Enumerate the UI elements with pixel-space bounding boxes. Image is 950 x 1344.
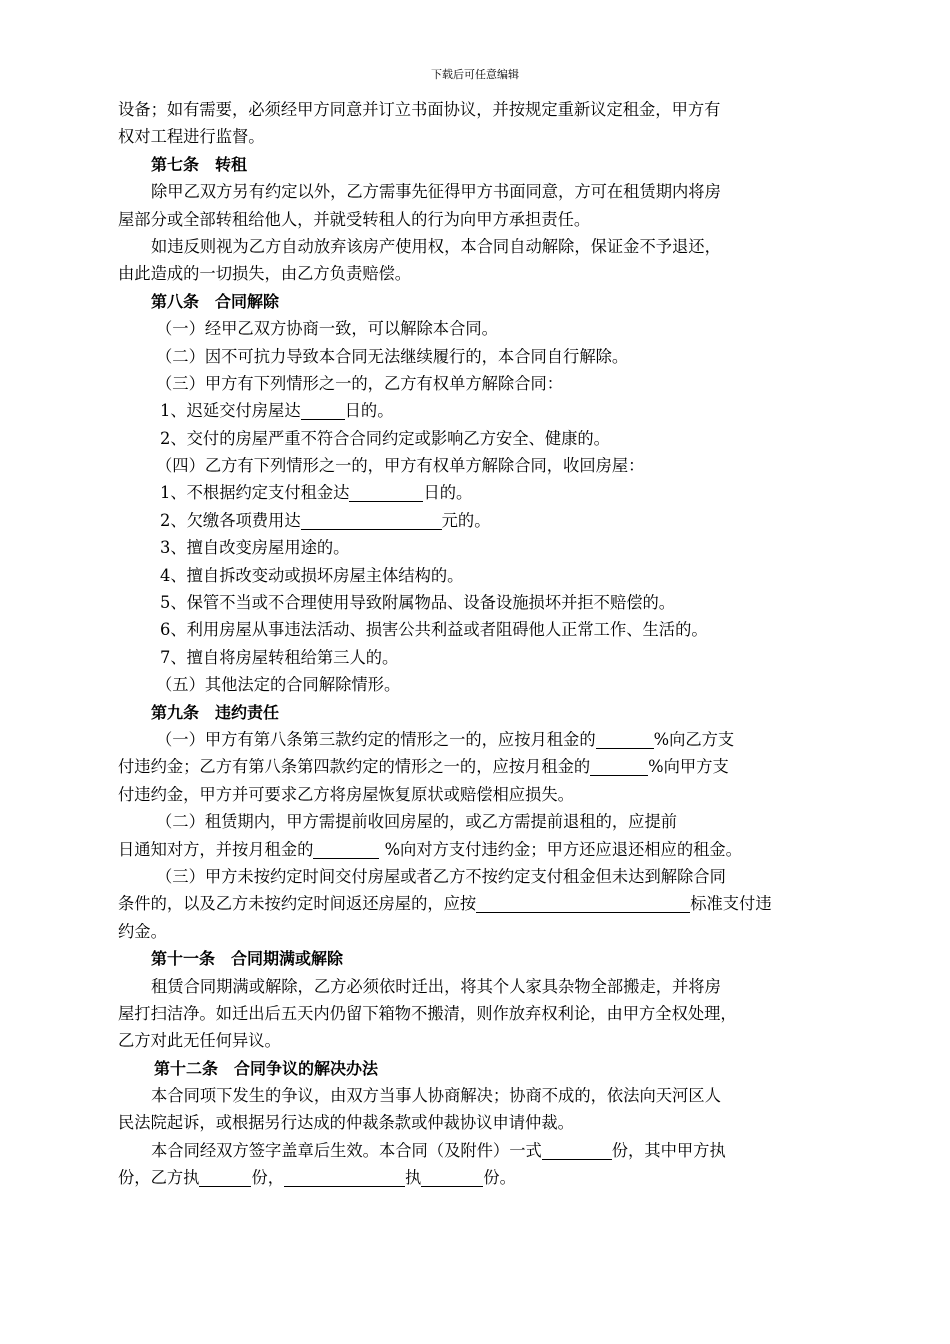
fill-in-blank [301, 511, 442, 530]
paragraph-line: 2、交付的房屋严重不符合合同约定或影响乙方安全、健康的。 [160, 428, 610, 448]
fill-in-blank [301, 401, 345, 420]
paragraph-line: 6、利用房屋从事违法活动、损害公共利益或者阻碍他人正常工作、生活的。 [160, 620, 708, 640]
text-segment: 日的。 [423, 483, 473, 503]
text-segment: 付违约金；乙方有第八条第四款约定的情形之一的，应按月租金的 [118, 757, 591, 777]
paragraph-line: 由此造成的一切损失，由乙方负责赔偿。 [118, 264, 412, 284]
paragraph-line: 约金。 [118, 921, 167, 941]
paragraph-line: （二）租赁期内，甲方需提前收回房屋的，或乙方需提前退租的，应提前 [156, 812, 678, 832]
section-heading: 第九条 违约责任 [151, 702, 280, 722]
fill-in-blank [284, 1168, 405, 1187]
text-segment: %向甲方支 [648, 757, 729, 777]
section-heading: 第八条 合同解除 [151, 291, 280, 311]
paragraph-line: 付违约金，甲方并可要求乙方将房屋恢复原状或赔偿相应损失。 [118, 784, 574, 804]
text-segment: 2、欠缴各项费用达 [160, 510, 301, 530]
text-segment: 元的。 [441, 510, 491, 530]
paragraph-line: （一）经甲乙双方协商一致，可以解除本合同。 [156, 319, 498, 339]
fill-in-blank [313, 840, 379, 859]
fill-in-blank [596, 730, 654, 749]
text-segment: %向乙方支 [653, 729, 735, 749]
section-heading: 第十一条 合同期满或解除 [151, 949, 344, 969]
paragraph-line: 7、擅自将房屋转租给第三人的。 [160, 647, 399, 667]
page-header: 下载后可任意编辑 [431, 68, 519, 81]
text-segment: 份，乙方执 [118, 1168, 200, 1188]
paragraph-line: 民法院起诉，或根据另行达成的仲裁条款或仲裁协议申请仲裁。 [118, 1113, 574, 1133]
paragraph-line: （三）甲方有下列情形之一的，乙方有权单方解除合同： [156, 373, 564, 393]
paragraph-line: 设备；如有需要，必须经甲方同意并订立书面协议，并按规定重新议定租金，甲方有 [118, 100, 721, 119]
fill-in-blank [421, 1168, 483, 1187]
text-segment: 份。 [483, 1168, 516, 1188]
text-segment: 本合同经双方签字盖章后生效。本合同（及附件）一式 [151, 1140, 542, 1160]
text-segment: %向对方支付违约金；甲方还应退还相应的租金。 [379, 839, 742, 859]
paragraph-line: 3、擅自改变房屋用途的。 [160, 538, 350, 558]
document-body [118, 96, 834, 1192]
paragraph-line: （二）因不可抗力导致本合同无法继续履行的，本合同自行解除。 [156, 346, 629, 366]
paragraph-line: 屋部分或全部转租给他人，并就受转租人的行为向甲方承担责任。 [118, 209, 591, 229]
paragraph-line [118, 1164, 834, 1191]
section-heading: 第十二条 合同争议的解决办法 [154, 1058, 379, 1078]
paragraph-line: （四）乙方有下列情形之一的，甲方有权单方解除合同，收回房屋： [156, 456, 645, 476]
paragraph-line: 权对工程进行监督。 [118, 127, 265, 147]
text-segment: 份，其中甲方执 [611, 1140, 726, 1160]
text-segment: （一）甲方有第八条第三款约定的情形之一的，应按月租金的 [156, 729, 596, 749]
text-segment: 1、不根据约定支付租金达 [160, 483, 350, 503]
text-segment: 条件的，以及乙方未按约定时间返还房屋的，应按 [118, 894, 477, 914]
fill-in-blank [542, 1141, 612, 1160]
paragraph-line [118, 479, 834, 506]
paragraph-line [118, 836, 834, 863]
paragraph-line [118, 507, 834, 534]
paragraph-line [118, 890, 834, 917]
paragraph-line: 乙方对此无任何异议。 [118, 1031, 281, 1051]
fill-in-blank [476, 894, 690, 913]
paragraph-line: （三）甲方未按约定时间交付房屋或者乙方不按约定支付租金但未达到解除合同 [156, 866, 726, 886]
paragraph-line [118, 1137, 834, 1164]
fill-in-blank [590, 757, 648, 776]
paragraph-line: 除甲乙双方另有约定以外，乙方需事先征得甲方书面同意，方可在租赁期内将房 [151, 182, 721, 202]
text-segment: 执 [405, 1168, 422, 1188]
text-segment: 份， [251, 1168, 284, 1188]
paragraph-line: 本合同项下发生的争议，由双方当事人协商解决；协商不成的，依法向天河区人 [151, 1086, 721, 1106]
paragraph-line: 屋打扫洁净。如迁出后五天内仍留下箱物不搬清，则作放弃权利论，由甲方全权处理， [118, 1003, 737, 1023]
text-segment: 日通知对方，并按月租金的 [118, 839, 314, 859]
text-segment: 日的。 [344, 401, 394, 421]
paragraph-line: （五）其他法定的合同解除情形。 [156, 675, 401, 695]
paragraph-line [118, 726, 834, 753]
paragraph-line: 5、保管不当或不合理使用导致附属物品、设备设施损坏并拒不赔偿的。 [160, 593, 676, 613]
paragraph-line: 4、擅自拆改变动或损坏房屋主体结构的。 [160, 565, 464, 585]
text-segment: 1、迟延交付房屋达 [160, 401, 301, 421]
fill-in-blank [199, 1168, 251, 1187]
paragraph-line: 如违反则视为乙方自动放弃该房产使用权，本合同自动解除，保证金不予退还， [151, 236, 721, 256]
paragraph-line [118, 397, 834, 424]
fill-in-blank [349, 483, 423, 502]
text-segment: 标准支付违 [690, 894, 772, 914]
paragraph-line [118, 753, 834, 780]
section-heading: 第七条 转租 [151, 154, 248, 174]
paragraph-line: 租赁合同期满或解除，乙方必须依时迁出，将其个人家具杂物全部搬走，并将房 [151, 976, 721, 996]
